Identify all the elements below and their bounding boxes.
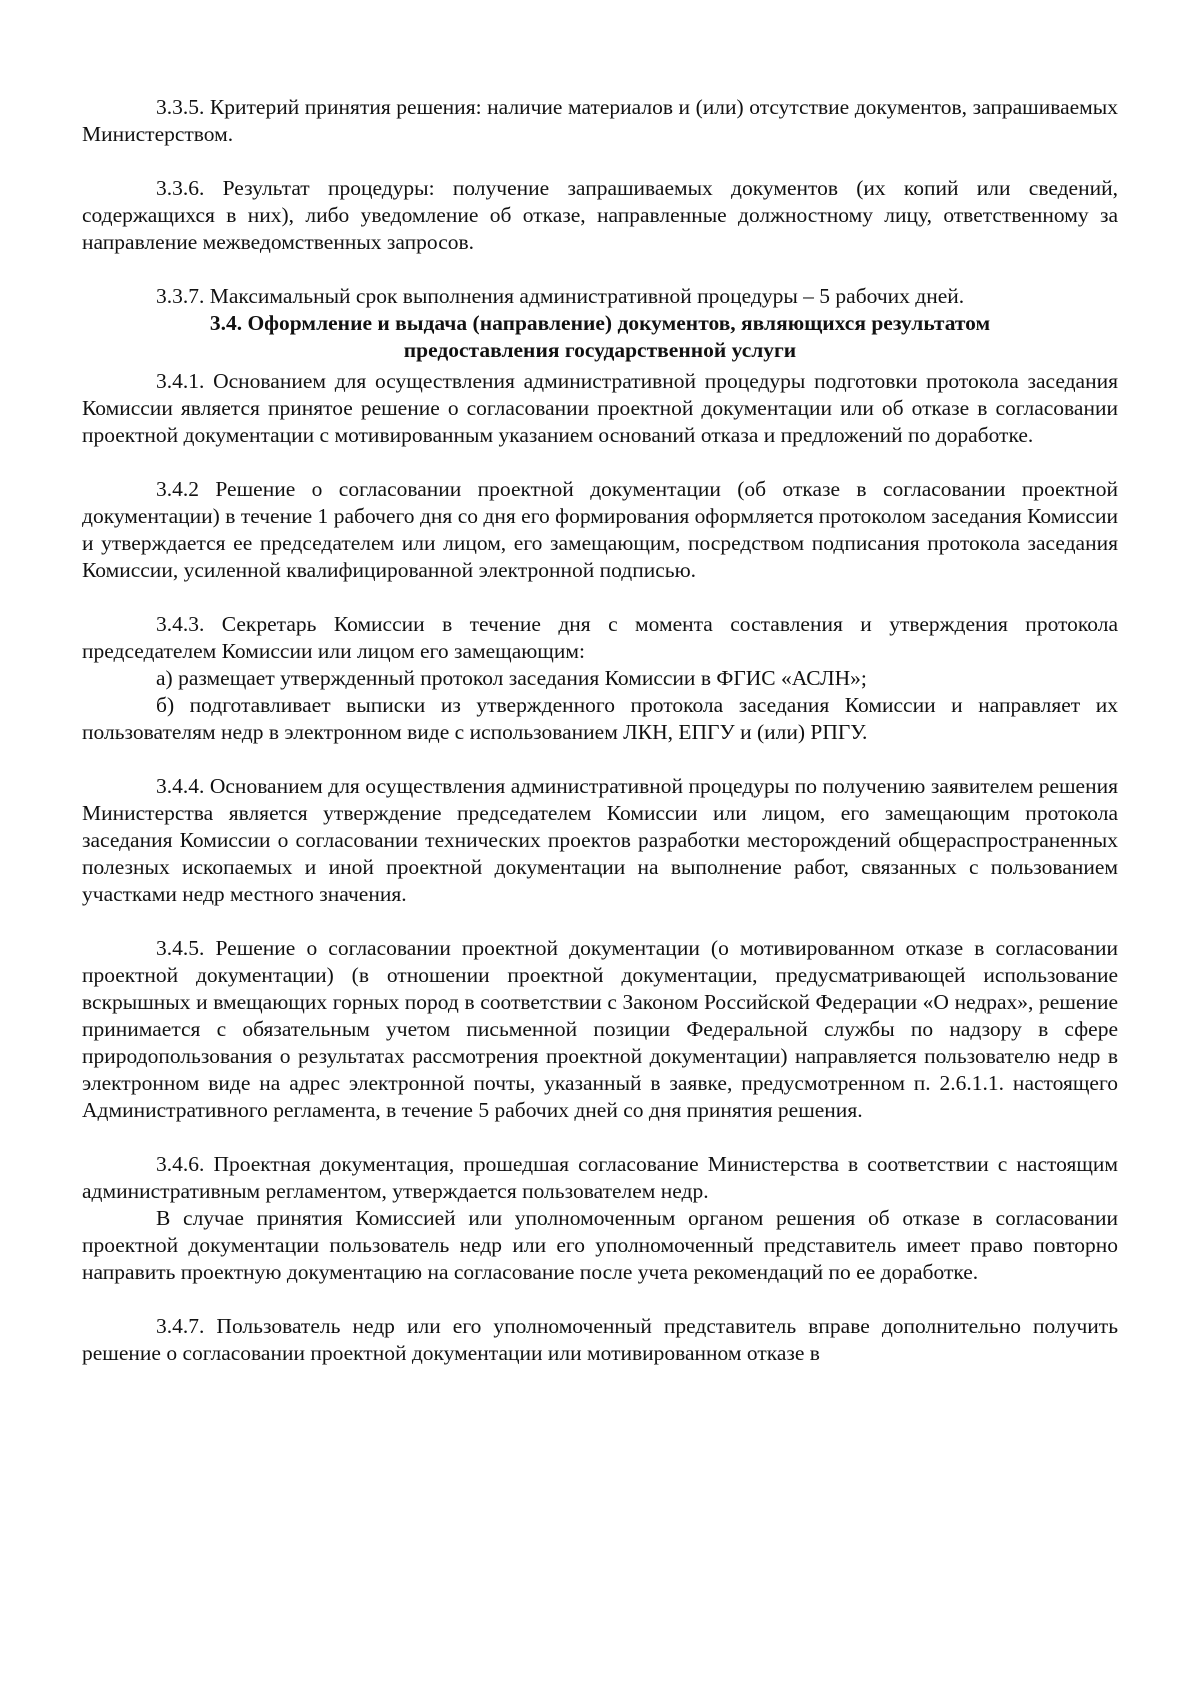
paragraph-3-4-6-continued: В случае принятия Комиссией или уполномоченным органом решения об отказе в согласовании проектной документации пользователь недр или его уполномоченный представитель имеет право повторно направить проектную документацию на согласование после учета рекомендаций по ее доработке. — [82, 1206, 1118, 1284]
paragraph-3-4-3-a: а) размещает утвержденный протокол заседания Комиссии в ФГИС «АСЛН»; — [156, 666, 867, 690]
paragraph-3-4-1: 3.4.1. Основанием для осуществления административной процедуры подготовки протокола заседания Комиссии является принятое решение о согласовании проектной документации или об отказе в согласовании проектной документации с мотивированным указанием оснований отказа и предложений по доработке. — [82, 369, 1118, 447]
paragraph-3-4-3: 3.4.3. Секретарь Комиссии в течение дня с момента составления и утверждения протокола председателем Комиссии или лицом его замещающим: — [82, 612, 1118, 663]
paragraph-3-3-5: 3.3.5. Критерий принятия решения: наличие материалов и (или) отсутствие документов, запрашиваемых Министерством. — [82, 95, 1118, 146]
paragraph-3-3-6: 3.3.6. Результат процедуры: получение запрашиваемых документов (их копий или сведений, содержащихся в них), либо уведомление об отказе, направленные должностному лицу, ответственному за направление межведомственных запросов. — [82, 176, 1118, 254]
paragraph-3-4-6: 3.4.6. Проектная документация, прошедшая согласование Министерства в соответствии с настоящим административным регламентом, утверждается пользователем недр. — [82, 1152, 1118, 1203]
paragraph-3-4-5: 3.4.5. Решение о согласовании проектной документации (о мотивированном отказе в согласовании проектной документации) (в отношении проектной документации, предусматривающей использование вскрышных и вмещающих горных пород в соответствии с Законом Российской Федерации «О недрах», решение принимается с обязательным учетом письменной позиции Федеральной службы по надзору в сфере природопользования о результатах рассмотрения проектной документации) направляется пользователю недр в электронном виде на адрес электронной почты, указанный в заявке, предусмотренном п. 2.6.1.1. настоящего Административного регламента, в течение 5 рабочих дней со дня принятия решения. — [82, 936, 1118, 1122]
paragraph-3-4-3-b: б) подготавливает выписки из утвержденного протокола заседания Комиссии и направляет их пользователям недр в электронном виде с использованием ЛКН, ЕПГУ и (или) РПГУ. — [82, 693, 1118, 744]
paragraph-3-4-4: 3.4.4. Основанием для осуществления административной процедуры по получению заявителем решения Министерства является утверждение председателем Комиссии или лицом, его замещающим протокола заседания Комиссии о согласовании технических проектов разработки месторождений общераспространенных полезных ископаемых и иной проектной документации на выполнение работ, связанных с пользованием участками недр местного значения. — [82, 774, 1118, 906]
paragraph-3-4-7: 3.4.7. Пользователь недр или его уполномоченный представитель вправе дополнительно получить решение о согласовании проектной документации или мотивированном отказе в — [82, 1314, 1118, 1365]
section-heading-3-4: 3.4. Оформление и выдача (направление) документов, являющихся результатом предоставления государственной услуги — [209, 311, 991, 362]
paragraph-3-3-7: 3.3.7. Максимальный срок выполнения административной процедуры – 5 рабочих дней. — [156, 284, 965, 308]
document-page — [82, 94, 1118, 1367]
paragraph-3-4-2: 3.4.2 Решение о согласовании проектной документации (об отказе в согласовании проектной документации) в течение 1 рабочего дня со дня его формирования оформляется протоколом заседания Комиссии и утверждается ее председателем или лицом, его замещающим, посредством подписания протокола заседания Комиссии, усиленной квалифицированной электронной подписью. — [82, 477, 1118, 582]
